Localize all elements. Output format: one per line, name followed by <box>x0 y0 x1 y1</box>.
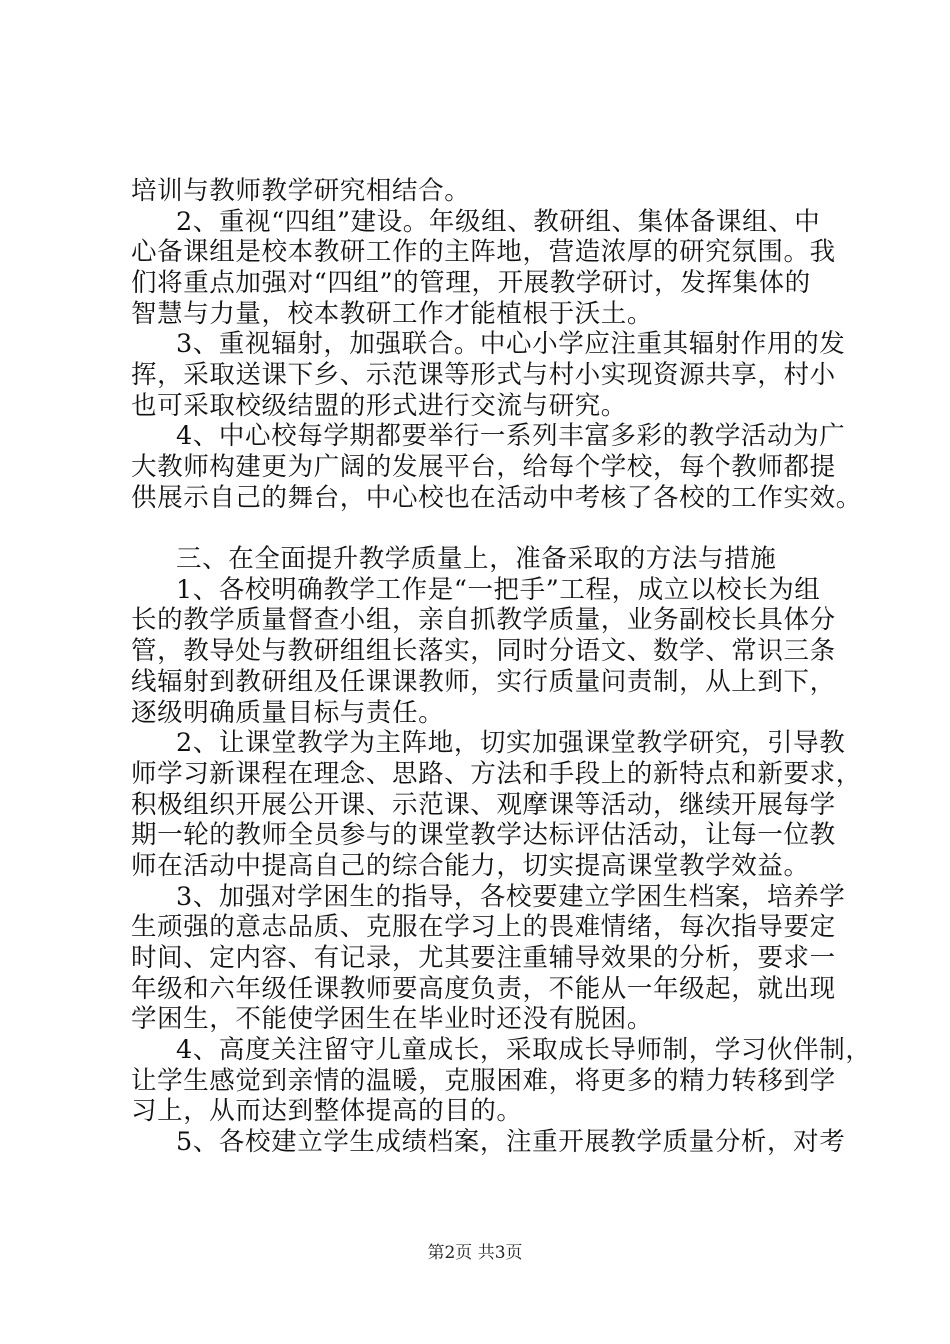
text-line: 也可采取校级结盟的形式进行交流与研究。 <box>131 391 627 421</box>
text-line: 供展示自己的舞台，中心校也在活动中考核了各校的工作实效。 <box>131 483 862 513</box>
page-number-footer: 第2页 共3页 <box>427 1243 523 1263</box>
text-line: 心备课组是校本教研工作的主阵地，营造浓厚的研究氛围。我 <box>131 237 836 267</box>
text-line: 挥，采取送课下乡、示范课等形式与村小实现资源共享，村小 <box>131 360 836 390</box>
text-line: 1、各校明确教学工作是“一把手”工程，成立以校长为组 <box>176 575 821 605</box>
text-line: 培训与教师教学研究相结合。 <box>131 176 471 206</box>
text-line: 线辐射到教研组及任课课教师，实行质量问责制，从上到下， <box>131 667 836 697</box>
text-line: 们将重点加强对“四组”的管理，开展教学研讨，发挥集体的 <box>131 268 811 298</box>
text-line: 2、让课堂教学为主阵地，切实加强课堂教学研究，引导教 <box>176 728 846 758</box>
text-line: 师学习新课程在理念、思路、方法和手段上的新特点和新要求， <box>131 759 862 789</box>
text-line: 5、各校建立学生成绩档案，注重开展教学质量分析，对考 <box>176 1127 846 1157</box>
text-line: 智慧与力量，校本教研工作才能植根于沃土。 <box>131 299 654 329</box>
text-line: 让学生感觉到亲情的温暖，克服困难，将更多的精力转移到学 <box>131 1066 836 1096</box>
text-line: 4、高度关注留守儿童成长，采取成长导师制，学习伙伴制， <box>176 1035 872 1065</box>
text-line: 大教师构建更为广阔的发展平台，给每个学校，每个教师都提 <box>131 452 836 482</box>
text-line: 习上，从而达到整体提高的目的。 <box>131 1096 523 1126</box>
text-line: 逐级明确质量目标与责任。 <box>131 698 445 728</box>
text-line: 长的教学质量督查小组，亲自抓教学质量，业务副校长具体分 <box>131 605 836 635</box>
text-line: 4、中心校每学期都要举行一系列丰富多彩的教学活动为广 <box>176 421 846 451</box>
text-line: 3、加强对学困生的指导，各校要建立学困生档案，培养学 <box>176 882 846 912</box>
text-line: 学困生，不能使学困生在毕业时还没有脱困。 <box>131 1004 654 1034</box>
text-line: 3、重视辐射，加强联合。中心小学应注重其辐射作用的发 <box>176 329 846 359</box>
text-line: 2、重视“四组”建设。年级组、教研组、集体备课组、中 <box>176 207 821 237</box>
text-line: 积极组织开展公开课、示范课、观摩课等活动，继续开展每学 <box>131 790 836 820</box>
text-line: 时间、定内容、有记录，尤其要注重辅导效果的分析，要求一 <box>131 943 836 973</box>
section-heading: 三、在全面提升教学质量上，准备采取的方法与措施 <box>176 544 777 574</box>
text-line: 生顽强的意志品质、克服在学习上的畏难情绪，每次指导要定 <box>131 912 836 942</box>
text-line: 期一轮的教师全员参与的课堂教学达标评估活动，让每一位教 <box>131 820 836 850</box>
text-line: 管，教导处与教研组组长落实，同时分语文、数学、常识三条 <box>131 636 836 666</box>
text-line: 年级和六年级任课教师要高度负责，不能从一年级起，就出现 <box>131 974 836 1004</box>
text-line: 师在活动中提高自己的综合能力，切实提高课堂教学效益。 <box>131 851 810 881</box>
